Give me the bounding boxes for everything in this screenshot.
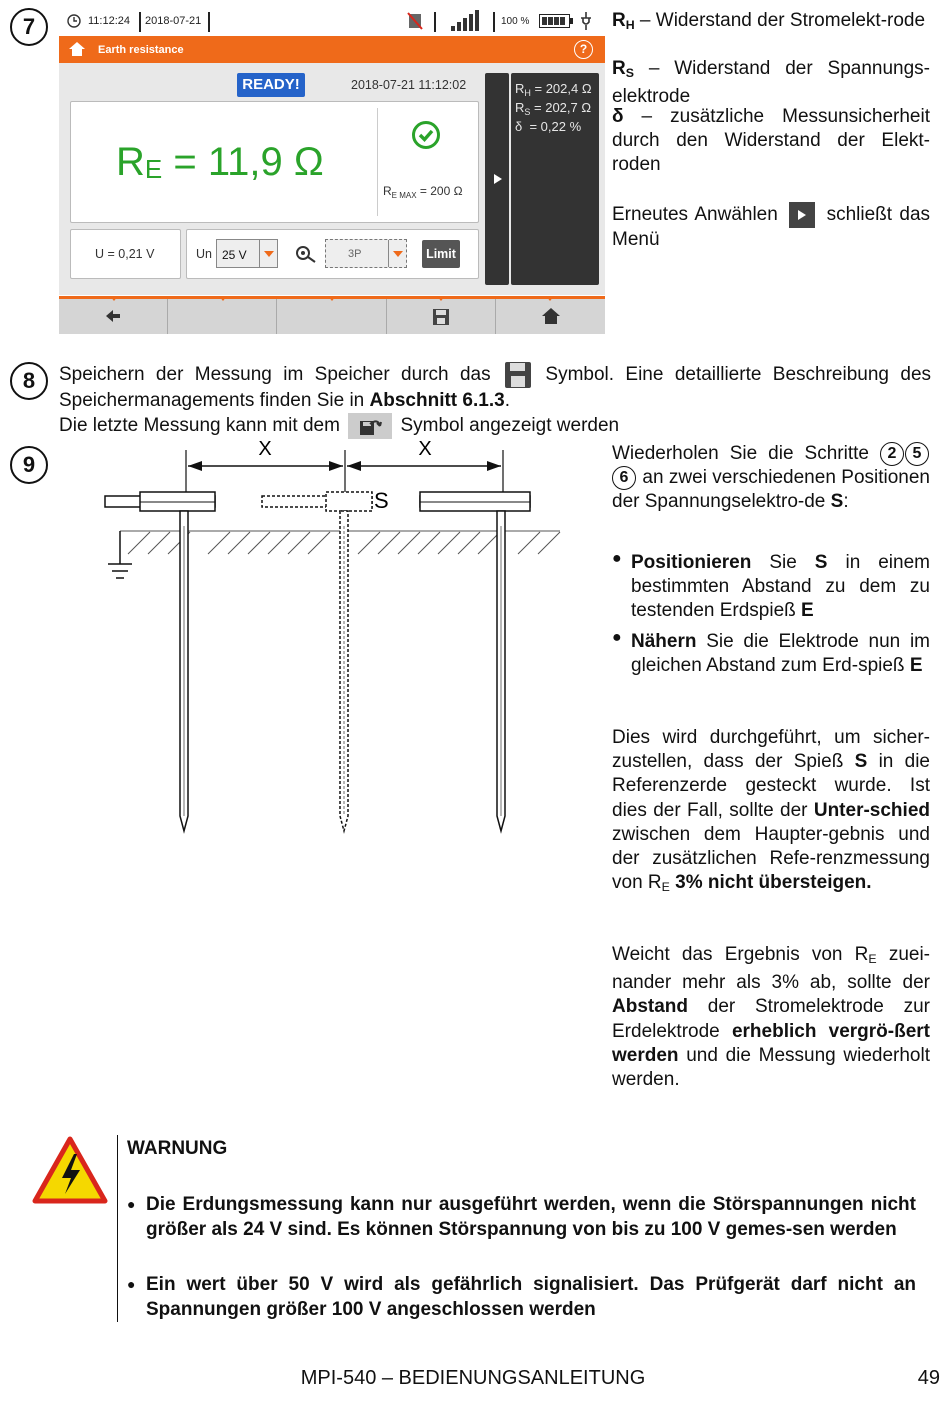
page-number: 49 <box>917 1367 940 1389</box>
clock-icon <box>67 14 81 28</box>
warning-item-overvoltage: Ein wert über 50 V wird als gefährlich signalisiert. Das Prüfgerät darf nicht an Spannungen größer 100 V angeschlossen werden <box>146 1274 916 1320</box>
back-icon <box>105 309 121 323</box>
distance-label-right: X <box>418 438 432 460</box>
step-number-9: 9 <box>10 446 48 484</box>
softkey-3[interactable] <box>277 299 387 334</box>
save-icon <box>432 308 450 326</box>
current-electrode-h <box>105 492 215 831</box>
side-menu-toggle[interactable] <box>485 73 509 285</box>
step-ref-6: 6 <box>612 466 636 490</box>
home-button[interactable] <box>496 299 605 334</box>
status-date: 2018-07-21 <box>145 15 202 27</box>
save-icon <box>504 361 532 389</box>
electrode-s-label: S <box>374 488 389 513</box>
no-bluetooth-icon <box>407 12 423 30</box>
battery-percent: 100 % <box>501 16 530 27</box>
play-arrow-icon <box>493 173 503 185</box>
legend-reselect: Erneutes Anwählen schließt das Menü <box>612 202 930 252</box>
mode-select[interactable] <box>325 239 407 268</box>
result-panel <box>70 101 479 223</box>
step-number-7: 7 <box>10 8 48 46</box>
bullet-approach: Nähern Sie die Elektrode nun im gleichen Abstand zum Erd-spieß E <box>631 631 930 677</box>
signal-strength-icon <box>451 10 481 32</box>
device-screen <box>59 63 605 295</box>
electrode-spacing-diagram <box>100 436 570 836</box>
play-arrow-icon <box>789 202 815 228</box>
main-result: $R_E = 11,9$ Ω <box>116 140 324 184</box>
device-status-bar <box>59 8 605 35</box>
check-ok-icon <box>411 120 441 150</box>
un-label: Un <box>196 247 212 261</box>
settings-panel <box>186 229 479 279</box>
delta-result: δ = 0,22 % <box>515 119 582 134</box>
step-ref-2: 2 <box>880 442 904 466</box>
bullet-icon: ● <box>612 629 622 646</box>
status-time: 11:12:24 <box>88 15 131 27</box>
legend-rs: $R_S$ – Widerstand der Spannungs-elektrode <box>612 58 930 108</box>
high-voltage-warning-icon <box>32 1136 108 1204</box>
rs-result: $R_S = 202,7$ Ω <box>515 100 592 117</box>
re-max-limit: $R_{E MAX} = 200$ Ω <box>383 184 463 200</box>
step-number-8: 8 <box>10 362 48 400</box>
dropdown-arrow-icon <box>259 240 277 267</box>
limit-button[interactable]: Limit <box>422 240 460 268</box>
electrode-config-icon <box>295 244 317 264</box>
dropdown-arrow-icon <box>388 240 406 267</box>
battery-icon <box>539 14 573 28</box>
legend-rh: $R_H$ – Widerstand der Stromelekt-rode <box>612 10 926 32</box>
additional-results-panel <box>511 73 599 285</box>
un-select[interactable] <box>216 239 278 268</box>
interference-voltage: U = 0,21 V <box>95 247 155 261</box>
bullet-position: Positionieren Sie S in einem bestimmten Abstand zu dem zu testenden Erdspieß E <box>631 552 930 622</box>
device-title-bar <box>59 36 605 63</box>
home-icon <box>541 307 561 325</box>
step-ref-5: 5 <box>905 442 929 466</box>
un-select-value: 25 V <box>222 248 247 262</box>
power-plug-icon <box>579 12 593 30</box>
back-button[interactable] <box>59 299 168 334</box>
ready-badge: READY! <box>237 73 305 97</box>
mode-select-value: 3P <box>348 248 362 260</box>
bullet-icon: ● <box>612 550 622 567</box>
footer-title: MPI-540 – BEDIENUNGSANLEITUNG <box>300 1367 646 1389</box>
help-icon[interactable]: ? <box>574 40 593 59</box>
step9-intro: Wiederholen Sie die Schritte 2 56 an zwei verschiedenen Positionen der Spannungselektro-de S: <box>612 443 930 513</box>
measurement-datetime: 2018-07-21 11:12:02 <box>351 78 467 92</box>
current-electrode-right <box>420 492 530 831</box>
voltage-panel <box>70 229 181 279</box>
step9-deviation: Weicht das Ergebnis von $R_E$ zuei-nander mehr als 3% ab, sollte der Abstand der Stromelektrode zur Erdelektrode erheblich vergrö-ßert werden und die Messung wiederholt werden. <box>612 944 930 1091</box>
bullet-icon: ● <box>127 1196 136 1212</box>
legend-delta: δ – zusätzliche Messunsicherheit durch den Widerstand der Elekt-roden <box>612 106 930 176</box>
save-button[interactable] <box>387 299 496 334</box>
softkey-2[interactable] <box>168 299 277 334</box>
bullet-icon: ● <box>127 1276 136 1292</box>
earth-ground-icon <box>108 531 132 578</box>
rh-result: $R_H = 202,4$ Ω <box>515 81 592 98</box>
screen-title: Earth resistance <box>98 44 184 56</box>
step9-explanation: Dies wird durchgeführt, um sicher-zustellen, dass der Spieß S in die Referenzerde gesteckt wurde. Ist dies der Fall, sollte der Unter-schied zwischen dem Haupter-gebnis und der zusätzlichen Refe-renzmessung von $R_E$ 3% nicht übersteigen. <box>612 727 930 895</box>
warning-item-interference: Die Erdungsmessung kann nur ausgeführt werden, wenn die Störspannungen nicht größer als 24 V sind. Es können Störspannung von bis zu 100 V gemes-sen werden <box>146 1194 916 1240</box>
distance-label-left: X <box>258 438 272 460</box>
softkey-bar <box>59 296 605 334</box>
home-icon[interactable] <box>68 41 86 57</box>
warning-title: WARNUNG <box>127 1138 228 1159</box>
step8-text: Speichern der Messung im Speicher durch das Symbol. Eine detaillierte Beschreibung des Speichermanagements finden Sie in Abschnitt 6.1.3. Die letzte Messung kann mit dem Symbol angezeigt werden <box>59 361 931 439</box>
